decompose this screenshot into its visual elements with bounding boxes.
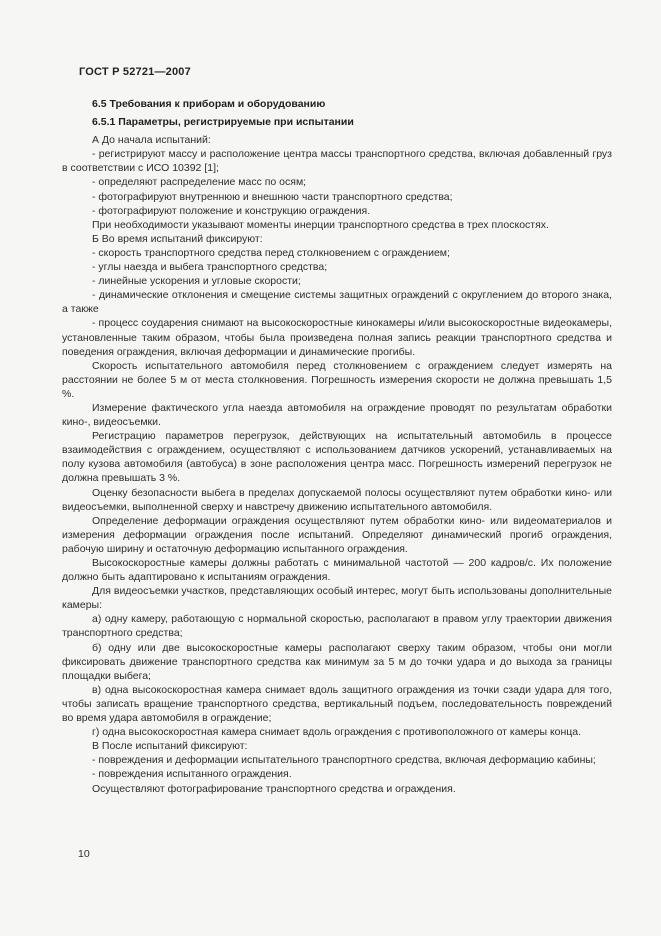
section-heading: 6.5.1 Параметры, регистрируемые при испытании xyxy=(92,116,354,129)
paragraph: - углы наезда и выбега транспортного средства; xyxy=(92,261,328,274)
paragraph: - фотографируют положение и конструкцию ограждения. xyxy=(92,204,371,217)
paragraph: а) одну камеру, работающую с нормальной скоростью, располагают в правом углу траектории движения транспортного средства; xyxy=(62,613,612,640)
paragraph: Осуществляют фотографирование транспортного средства и ограждения. xyxy=(92,782,456,795)
paragraph: При необходимости указывают моменты инерции транспортного средства в трех плоскостях. xyxy=(92,218,549,231)
paragraph: А До начала испытаний: xyxy=(92,134,211,147)
paragraph: - линейные ускорения и угловые скорости; xyxy=(92,275,301,288)
paragraph: б) одну или две высокоскоростные камеры располагают сверху таким образом, чтобы они могли фиксировать движение транспортного средства как минимум за 5 м до точки удара и до выхода за границы площадки выбега; xyxy=(62,641,612,682)
paragraph: - определяют распределение масс по осям; xyxy=(92,176,307,189)
paragraph: - регистрируют массу и расположение центра массы транспортного средства, включая добавленный груз в соответствии с ИСО 10392 [1]; xyxy=(62,148,612,175)
paragraph: Измерение фактического угла наезда автомобиля на ограждение проводят по результатам обработки кино-, видеосъемки. xyxy=(62,401,612,429)
paragraph: Скорость испытательного автомобиля перед столкновением с ограждением следует измерять на расстоянии не более 5 м от места столкновения. Погрешность измерения скорости не должна превышать 1,5 %. xyxy=(62,359,612,400)
paragraph: г) одна высокоскоростная камера снимает вдоль ограждения с противоположного от камеры конца. xyxy=(92,726,582,739)
paragraph: Высокоскоростные камеры должны работать с минимальной частотой — 200 кадров/с. Их положение должно быть адаптировано к испытаниям ограждения. xyxy=(62,557,612,584)
paragraph: - скорость транспортного средства перед столкновением с ограждением; xyxy=(92,246,450,259)
paragraph: - повреждения и деформации испытательного транспортного средства, включая деформацию кабины; xyxy=(92,754,596,767)
paragraph: Для видеосъемки участков, представляющих особый интерес, могут быть использованы дополнительные камеры: xyxy=(62,585,612,612)
page-number: 10 xyxy=(78,848,90,860)
document-body xyxy=(62,97,612,796)
paragraph: - динамические отклонения и смещение системы защитных ограждений с округлением до второго знака, а также xyxy=(62,289,612,316)
paragraph: В После испытаний фиксируют: xyxy=(92,740,248,753)
paragraph: - процесс соударения снимают на высокоскоростные кинокамеры и/или высокоскоростные видеокамеры, установленные таким образом, чтобы была произведена полная запись реакции транспортного средства и поведения ограждения, включая деформации и динамические прогибы. xyxy=(62,317,612,358)
paragraph: - фотографируют внутреннюю и внешнюю части транспортного средства; xyxy=(92,190,453,203)
paragraph: Регистрацию параметров перегрузок, действующих на испытательный автомобиль в процессе взаимодействия с ограждением, осуществляют с использованием датчиков ускорений, устанавливаемых на полу кузова автомобиля (автобуса) в зоне расположения центра масс. Погрешность измерений перегрузок не должна превышать 3 %. xyxy=(62,430,612,485)
running-header: ГОСТ Р 52721—2007 xyxy=(79,66,191,78)
paragraph: Б Во время испытаний фиксируют: xyxy=(92,232,263,245)
paragraph: - повреждения испытанного ограждения. xyxy=(92,768,292,781)
paragraph: Определение деформации ограждения осуществляют путем обработки кино- или видеоматериалов и измерения деформации ограждения после испытаний. Определяют динамический прогиб ограждения, рабочую ширину и остаточную деформацию испытанного ограждения. xyxy=(62,514,612,555)
paragraph: в) одна высокоскоростная камера снимает вдоль защитного ограждения из точки сзади удара для того, чтобы записать вращение транспортного средства, вертикальный подъем, последовательность повреждений во время удара автомобиля в ограждение; xyxy=(62,683,612,725)
section-heading: 6.5 Требования к приборам и оборудованию xyxy=(92,98,326,110)
paragraph: Оценку безопасности выбега в пределах допускаемой полосы осуществляют путем обработки кино- или видеосъемки, выполненной сверху и навстречу движению испытательного автомобиля. xyxy=(62,486,612,513)
